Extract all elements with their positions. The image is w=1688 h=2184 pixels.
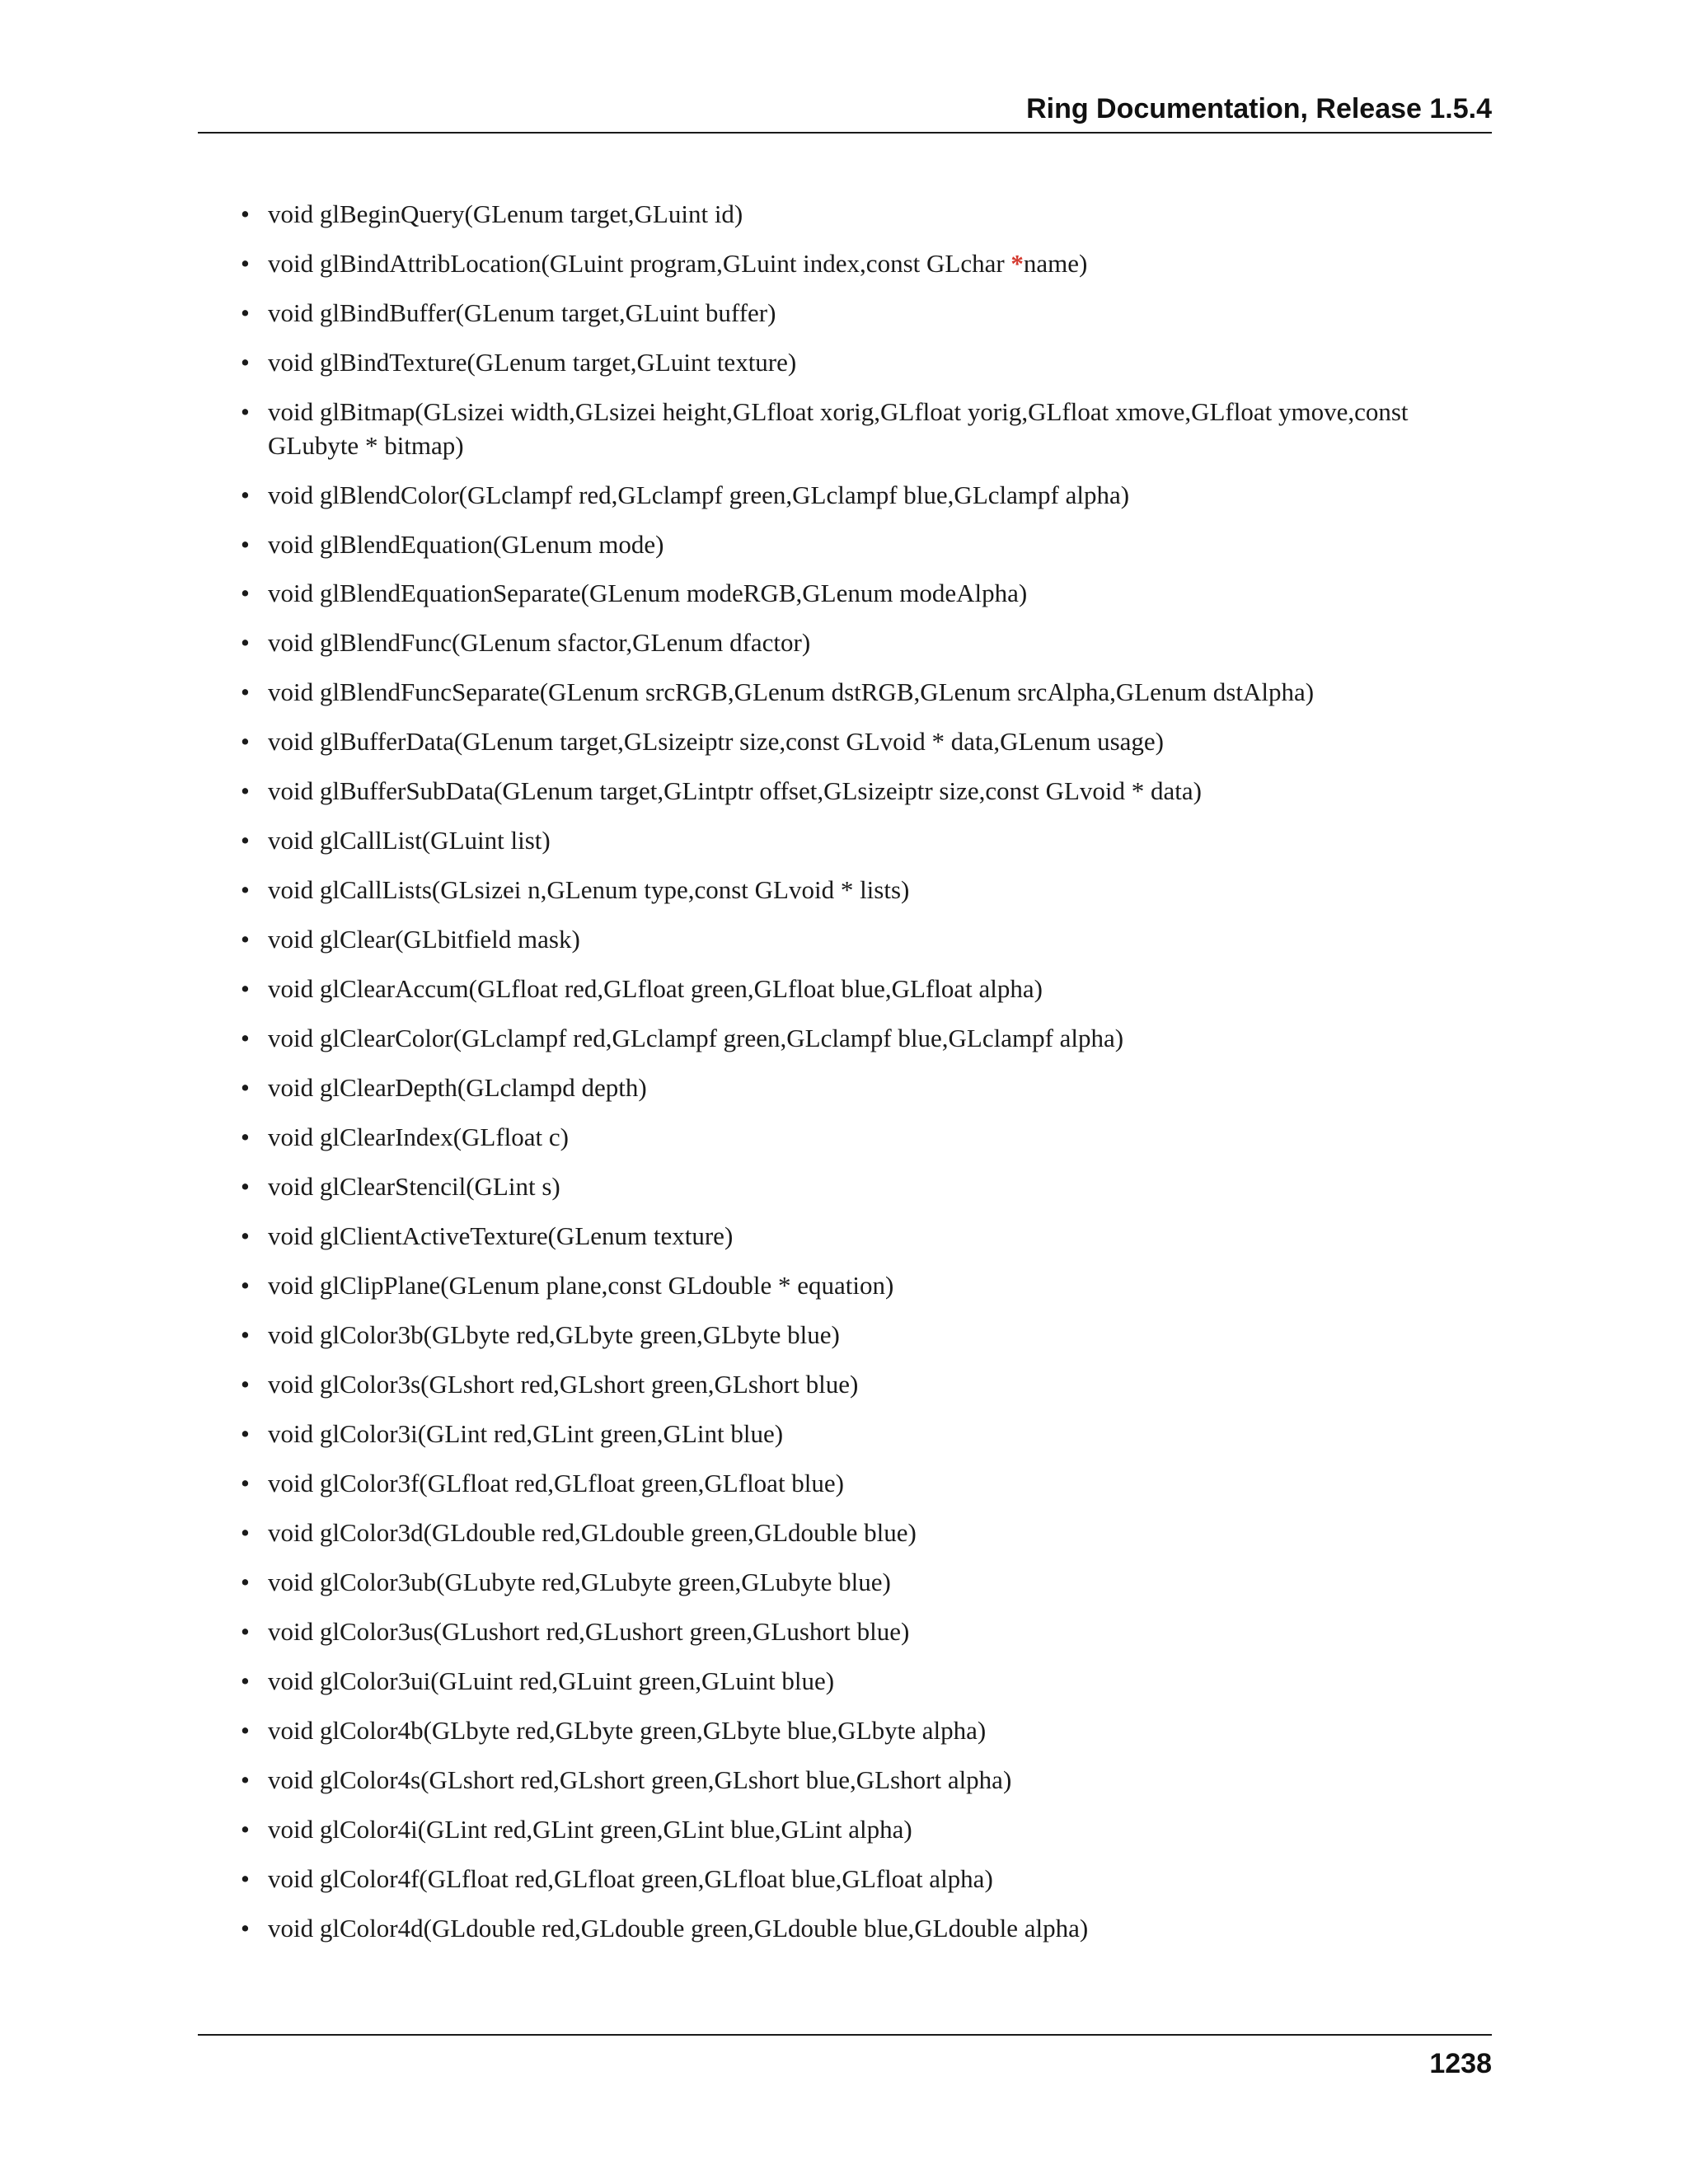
list-item — [198, 1566, 1492, 1600]
bullet: • — [241, 1073, 250, 1103]
list-item — [198, 479, 1492, 513]
list-item — [198, 1615, 1492, 1649]
list-item — [198, 198, 1492, 232]
function-signature: void glBlendEquationSeparate(GLenum modeRGB,GLenum modeAlpha) — [268, 579, 1028, 608]
bullet: • — [241, 480, 250, 509]
function-signature: void glBindAttribLocation(GLuint program,GLuint index,const GLchar — [268, 248, 1011, 278]
function-signature: void glColor3ui(GLuint red,GLuint green,GLuint blue) — [268, 1666, 835, 1696]
bullet: • — [241, 1271, 250, 1301]
function-signature: void glBlendFuncSeparate(GLenum srcRGB,GLenum dstRGB,GLenum srcAlpha,GLenum dstAlpha) — [268, 677, 1315, 707]
function-signature: void glColor3f(GLfloat red,GLfloat green,GLfloat blue) — [268, 1469, 844, 1498]
list-item — [198, 1665, 1492, 1699]
function-signature: void glClearIndex(GLfloat c) — [268, 1122, 569, 1152]
list-item — [198, 528, 1492, 562]
list-item — [198, 577, 1492, 611]
bullet: • — [241, 628, 250, 658]
list-item — [198, 1022, 1492, 1056]
list-item — [198, 346, 1492, 380]
list-item — [198, 1516, 1492, 1550]
bullet: • — [241, 1419, 250, 1449]
page-content — [198, 198, 1492, 1961]
function-signature: void glColor3i(GLint red,GLint green,GLint blue) — [268, 1419, 784, 1449]
function-signature: void glColor3ub(GLubyte red,GLubyte green,GLubyte blue) — [268, 1568, 891, 1597]
function-signature: void glCallList(GLuint list) — [268, 826, 551, 855]
list-item — [198, 247, 1492, 281]
function-signature: void glBufferSubData(GLenum target,GLintptr offset,GLsizeiptr size,const GLvoid * data) — [268, 776, 1202, 806]
function-signature: void glBindTexture(GLenum target,GLuint texture) — [268, 347, 797, 377]
list-item — [198, 972, 1492, 1006]
list-item — [198, 874, 1492, 907]
list-item — [198, 1121, 1492, 1155]
function-signature: void glBindBuffer(GLenum target,GLuint buffer) — [268, 298, 776, 327]
page-header — [198, 89, 1492, 134]
list-item — [198, 1764, 1492, 1797]
list-item — [198, 725, 1492, 759]
function-signature: void glColor4d(GLdouble red,GLdouble green,GLdouble blue,GLdouble alpha) — [268, 1914, 1089, 1943]
bullet: • — [241, 199, 250, 228]
function-signature: void glBlendFunc(GLenum sfactor,GLenum dfactor) — [268, 628, 811, 658]
bullet: • — [241, 1469, 250, 1498]
page-footer — [198, 2034, 1492, 2079]
list-item — [198, 396, 1492, 462]
bullet: • — [241, 396, 250, 426]
bullet: • — [241, 1320, 250, 1350]
function-signature-tail: name) — [1023, 248, 1088, 278]
list-item — [198, 1467, 1492, 1501]
list-item — [198, 1912, 1492, 1946]
function-signature: void glBlendColor(GLclampf red,GLclampf green,GLclampf blue,GLclampf alpha) — [268, 480, 1130, 509]
bullet: • — [241, 1024, 250, 1053]
list-item — [198, 297, 1492, 330]
bullet: • — [241, 1172, 250, 1202]
bullet: • — [241, 1370, 250, 1399]
function-signature: void glBeginQuery(GLenum target,GLuint id) — [268, 199, 743, 228]
function-signature: void glColor3s(GLshort red,GLshort green,GLshort blue) — [268, 1370, 859, 1399]
list-item — [198, 824, 1492, 858]
function-signature: void glBufferData(GLenum target,GLsizeiptr size,const GLvoid * data,GLenum usage) — [268, 727, 1164, 757]
function-signature: void glClearDepth(GLclampd depth) — [268, 1073, 647, 1103]
bullet: • — [241, 677, 250, 707]
list-item — [198, 676, 1492, 710]
list-item — [198, 626, 1492, 660]
bullet: • — [241, 727, 250, 757]
bullet: • — [241, 1864, 250, 1894]
function-signature: void glColor3d(GLdouble red,GLdouble green,GLdouble blue) — [268, 1518, 917, 1548]
function-signature: void glClear(GLbitfield mask) — [268, 925, 580, 954]
list-item — [198, 1368, 1492, 1402]
bullet: • — [241, 1221, 250, 1251]
bullet: • — [241, 875, 250, 905]
list-item — [198, 1418, 1492, 1451]
function-signature: void glClearAccum(GLfloat red,GLfloat green,GLfloat blue,GLfloat alpha) — [268, 974, 1043, 1004]
bullet: • — [241, 1122, 250, 1152]
list-item — [198, 923, 1492, 957]
bullet: • — [241, 579, 250, 608]
list-item — [198, 775, 1492, 808]
list-item — [198, 1220, 1492, 1254]
bullet: • — [241, 298, 250, 327]
bullet: • — [241, 248, 250, 278]
bullet: • — [241, 1815, 250, 1844]
bullet: • — [241, 1716, 250, 1746]
list-item — [198, 1319, 1492, 1352]
function-signature: void glCallLists(GLsizei n,GLenum type,const GLvoid * lists) — [268, 875, 910, 905]
function-signature: void glBitmap(GLsizei width,GLsizei height,GLfloat xorig,GLfloat yorig,GLfloat xmove,GLfloat ymove,const GLubyte * bitmap) — [268, 396, 1409, 460]
list-item — [198, 1863, 1492, 1896]
bullet: • — [241, 1568, 250, 1597]
bullet: • — [241, 1914, 250, 1943]
list-item — [198, 1170, 1492, 1204]
function-signature: void glColor4i(GLint red,GLint green,GLint blue,GLint alpha) — [268, 1815, 912, 1844]
function-signature: void glColor4b(GLbyte red,GLbyte green,GLbyte blue,GLbyte alpha) — [268, 1716, 987, 1746]
function-list — [198, 198, 1492, 1946]
function-signature: void glColor4f(GLfloat red,GLfloat green,GLfloat blue,GLfloat alpha) — [268, 1864, 993, 1894]
bullet: • — [241, 974, 250, 1004]
list-item — [198, 1071, 1492, 1105]
function-signature: void glClearColor(GLclampf red,GLclampf green,GLclampf blue,GLclampf alpha) — [268, 1024, 1124, 1053]
pointer-asterisk: * — [1010, 248, 1024, 278]
bullet: • — [241, 925, 250, 954]
bullet: • — [241, 826, 250, 855]
function-signature: void glClientActiveTexture(GLenum texture) — [268, 1221, 734, 1251]
function-signature: void glBlendEquation(GLenum mode) — [268, 529, 664, 559]
bullet: • — [241, 1617, 250, 1647]
list-item — [198, 1269, 1492, 1303]
bullet: • — [241, 776, 250, 806]
bullet: • — [241, 1765, 250, 1795]
function-signature: void glColor4s(GLshort red,GLshort green,GLshort blue,GLshort alpha) — [268, 1765, 1012, 1795]
function-signature: void glClearStencil(GLint s) — [268, 1172, 560, 1202]
document-title: Ring Documentation, Release 1.5.4 — [1026, 93, 1492, 124]
bullet: • — [241, 347, 250, 377]
list-item — [198, 1714, 1492, 1748]
function-signature: void glColor3b(GLbyte red,GLbyte green,GLbyte blue) — [268, 1320, 840, 1350]
list-item — [198, 1813, 1492, 1847]
bullet: • — [241, 1518, 250, 1548]
bullet: • — [241, 1666, 250, 1696]
function-signature: void glColor3us(GLushort red,GLushort green,GLushort blue) — [268, 1617, 910, 1647]
page-number: 1238 — [1429, 2048, 1492, 2079]
bullet: • — [241, 529, 250, 559]
function-signature: void glClipPlane(GLenum plane,const GLdouble * equation) — [268, 1271, 894, 1301]
